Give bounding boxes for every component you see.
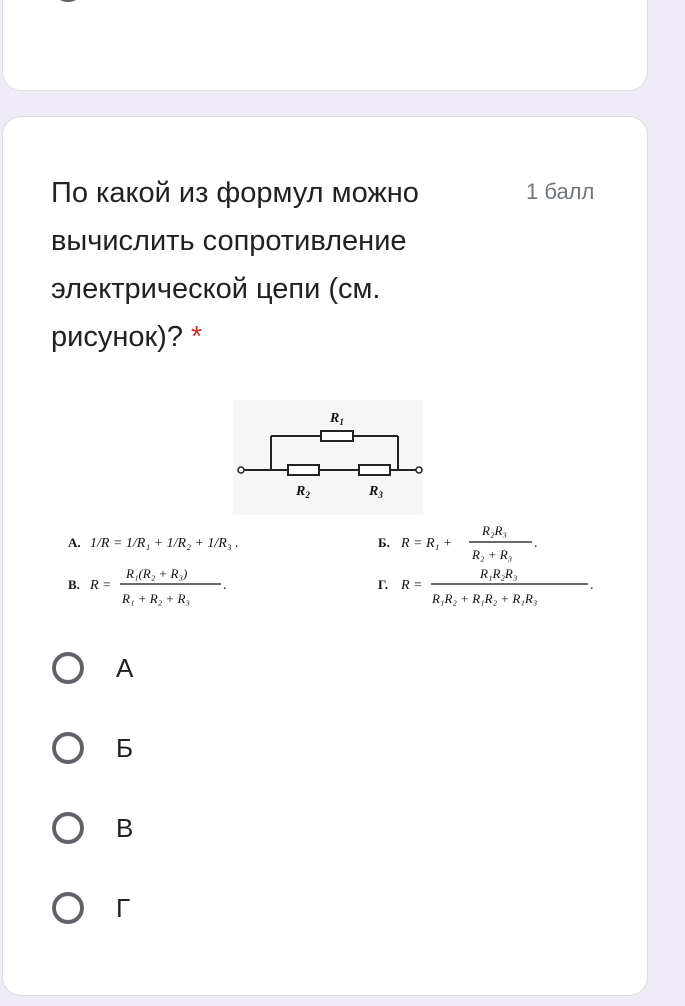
circuit-figure xyxy=(58,400,603,617)
label-r3: $R_3$ xyxy=(369,484,383,500)
formula-g-label: Г. xyxy=(378,577,389,592)
formula-v-lhs: R = xyxy=(90,578,112,593)
formula-b-dot: . xyxy=(534,536,538,551)
required-asterisk: * xyxy=(191,321,203,353)
option-label-v: В xyxy=(116,813,134,843)
scan-background xyxy=(233,400,423,515)
formula-g-lhs: R = xyxy=(401,578,423,593)
formula-v-den: R₁ + R₂ + R₃ xyxy=(122,591,190,606)
option-label-a: А xyxy=(116,653,134,683)
question-text: По какой из формул можно вычислить сопротивление электрической цепи (см. рисунок)? xyxy=(51,177,419,353)
radio-option-b[interactable] xyxy=(52,732,84,764)
circuit-svg xyxy=(58,400,603,617)
formula-g-num: R₁R₂R₃ xyxy=(480,566,518,581)
formula-v-num: R₁(R₂ + R₃) xyxy=(126,566,188,581)
radio-option-v[interactable] xyxy=(52,812,84,844)
option-label-g: Г xyxy=(116,893,131,923)
resistor-r2 xyxy=(288,465,319,475)
label-r1: $R_1$ xyxy=(330,411,344,427)
formula-a-label: А. xyxy=(68,535,81,550)
terminal-right xyxy=(416,467,422,473)
question-card xyxy=(3,117,647,995)
option-label-b: Б xyxy=(116,733,134,763)
formula-b-den: R₂ + R₃ xyxy=(472,547,513,562)
formula-b-label: Б. xyxy=(378,535,390,550)
question-title xyxy=(51,169,491,361)
formula-b-num: R₂R₃ xyxy=(482,523,507,538)
radio-option-g-previous[interactable] xyxy=(52,0,84,2)
formula-g-den: R₁R₂ + R₁R₂ + R₁R₃ xyxy=(432,591,538,606)
option-label-previous xyxy=(116,0,130,2)
formula-a: 1/R = 1/R₁ + 1/R₂ + 1/R₃ . xyxy=(90,536,239,551)
formula-v-label: В. xyxy=(68,577,80,592)
question-points: 1 балл xyxy=(526,179,595,204)
resistor-r1 xyxy=(321,431,353,441)
formula-g-dot: . xyxy=(590,578,594,593)
radio-option-g[interactable] xyxy=(52,892,84,924)
previous-question-card xyxy=(3,0,647,90)
terminal-left xyxy=(238,467,244,473)
radio-option-a[interactable] xyxy=(52,652,84,684)
formula-b-lhs: R = R₁ + xyxy=(401,536,453,551)
resistor-r3 xyxy=(359,465,390,475)
label-r2: $R_2$ xyxy=(296,484,310,500)
formula-v-dot: . xyxy=(223,578,227,593)
